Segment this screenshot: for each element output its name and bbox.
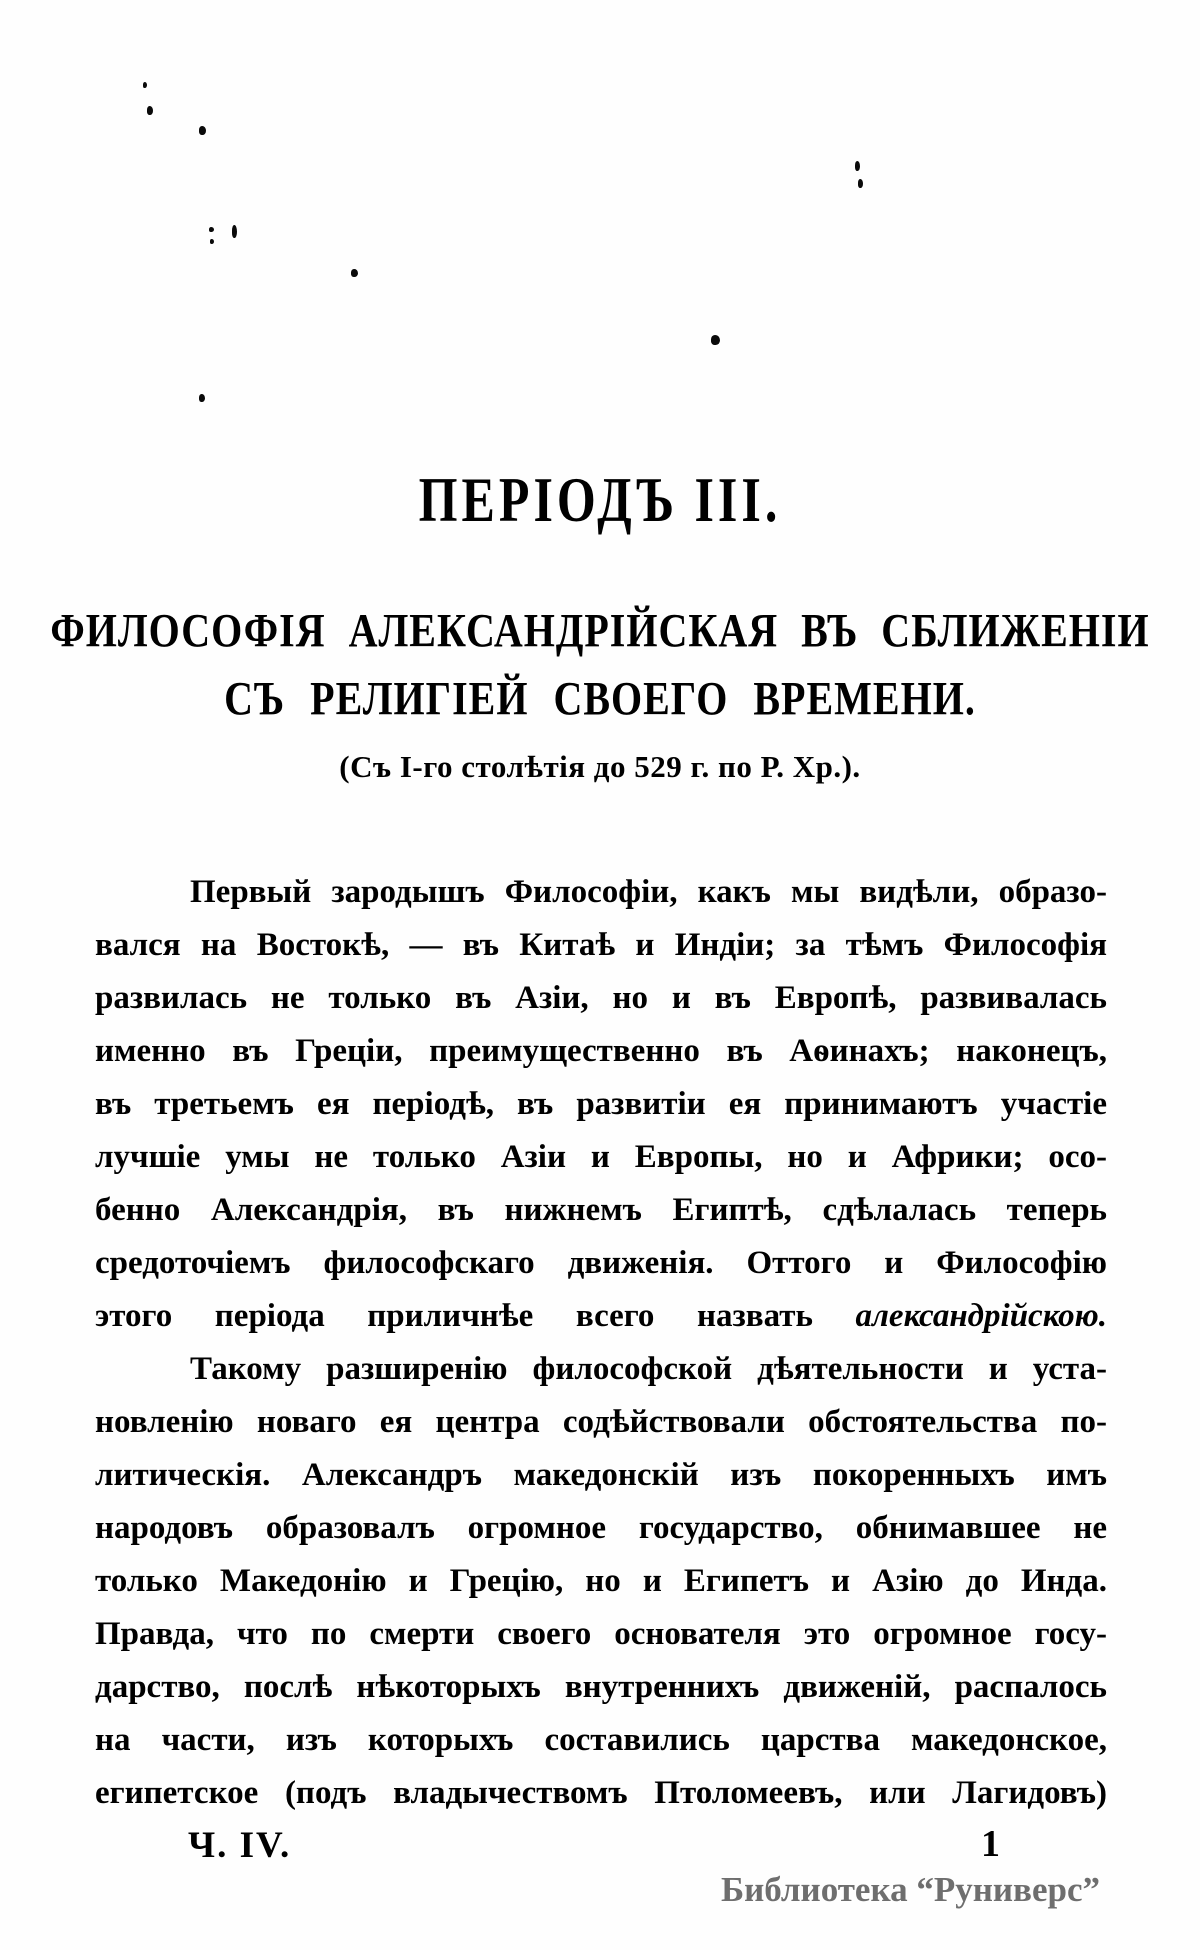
text-line: бенно Александрія, въ нижнемъ Египтѣ, сдѣлалась теперь xyxy=(95,1192,1107,1228)
text-line: въ третьемъ ея періодѣ, въ развитіи ея принимаютъ участіе xyxy=(95,1086,1107,1122)
ink-speck xyxy=(209,227,214,232)
italic-term: александрійскою. xyxy=(855,1298,1107,1334)
ink-speck xyxy=(199,394,205,402)
text-line xyxy=(95,1290,1107,1343)
body-text xyxy=(95,866,1107,1820)
volume-label: Ч. IV. xyxy=(188,1825,292,1866)
text-line: именно въ Греціи, преимущественно въ Аѳинахъ; наконецъ, xyxy=(95,1033,1107,1069)
text-line: народовъ образовалъ огромное государство, обнимавшее не xyxy=(95,1510,1107,1546)
ink-speck xyxy=(855,161,860,171)
text-line: египетское (подъ владычествомъ Птоломеевъ, или Лагидовъ) xyxy=(95,1775,1107,1811)
text-line: Правда, что по смерти своего основателя это огромное госу- xyxy=(95,1616,1107,1652)
chapter-dateline: (Съ I-го столѣтія до 529 г. по Р. Хр.). xyxy=(339,749,861,784)
ink-speck xyxy=(351,269,358,277)
text-line: на части, изъ которыхъ составились царства македонское, xyxy=(95,1722,1107,1758)
page-number: 1 xyxy=(981,1823,1000,1865)
text-line: только Македонію и Грецію, но и Египетъ и Азію до Инда. xyxy=(95,1563,1107,1599)
ink-speck xyxy=(711,335,720,345)
text-line: развилась не только въ Азіи, но и въ Европѣ, развивалась xyxy=(95,980,1107,1016)
text-line: вался на Востокѣ, — въ Китаѣ и Индіи; за тѣмъ Философія xyxy=(95,927,1107,963)
watermark: Библиотека “Руниверс” xyxy=(720,1870,1100,1909)
text-line: дарство, послѣ нѣкоторыхъ внутреннихъ движеній, распалось xyxy=(95,1669,1107,1705)
ink-speck xyxy=(232,225,237,238)
ink-speck xyxy=(147,106,153,115)
chapter-subtitle-line-2: СЪ РЕЛИГІЕЙ СВОЕГО ВРЕМЕНИ. xyxy=(224,672,976,726)
page-title: ПЕРІОДЪ III. xyxy=(418,463,782,535)
text-line: Такому разширенію философской дѣятельности и уста- xyxy=(190,1351,1107,1387)
chapter-subtitle-line-1: ФИЛОСОФІЯ АЛЕКСАНДРІЙСКАЯ ВЪ СБЛИЖЕНІИ xyxy=(50,604,1150,658)
text-line: литическія. Александръ македонскій изъ покоренныхъ имъ xyxy=(95,1457,1107,1493)
ink-speck xyxy=(199,126,206,135)
text-line: Первый зародышъ Философіи, какъ мы видѣли, образо- xyxy=(190,874,1107,910)
text-line: новленію новаго ея центра содѣйствовали обстоятельства по- xyxy=(95,1404,1107,1440)
text-line: лучшіе умы не только Азіи и Европы, но и Африки; осо- xyxy=(95,1139,1107,1175)
text-segment: этого періода приличнѣе всего назвать xyxy=(95,1298,856,1334)
ink-speck xyxy=(210,239,214,244)
ink-speck xyxy=(858,179,863,188)
text-line: средоточіемъ философскаго движенія. Оттого и Философію xyxy=(95,1245,1107,1281)
ink-speck xyxy=(143,82,147,88)
